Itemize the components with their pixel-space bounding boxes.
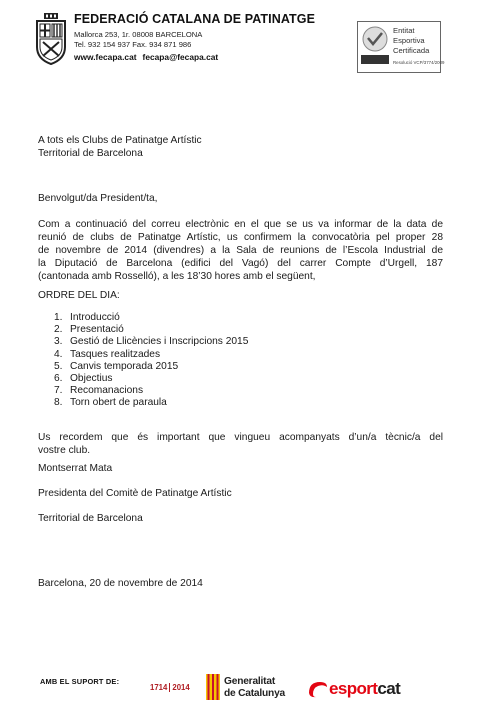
agenda-text: Introducció <box>70 312 120 323</box>
tricentenary-1714-logo <box>150 683 190 692</box>
fecapa-crest-logo <box>35 13 67 65</box>
agenda-item <box>38 312 248 324</box>
email-link[interactable]: fecapa@fecapa.cat <box>142 52 219 62</box>
place-and-date: Barcelona, 20 de novembre de 2014 <box>38 578 203 589</box>
federation-address: Mallorca 253, 1r. 08008 BARCELONA <box>74 30 203 39</box>
body-line: de novembre de 2014 (divendres) a la Sala de reunions de l’Escola Industrial de <box>38 245 443 256</box>
federation-contact <box>74 52 218 62</box>
body-line: reunió de clubs de Patinatge Artístic, us confirmem la convocatòria pel proper 28 <box>38 232 443 243</box>
federation-name: FEDERACIÓ CATALANA DE PATINATGE <box>74 12 316 26</box>
badge-resolution-code: Resolució VCP/3774/2009 <box>393 60 445 65</box>
agenda-text: Torn obert de paraula <box>70 397 167 409</box>
agenda-text: Gestió de Llicències i Inscripcions 2015 <box>70 336 249 348</box>
signer-territory: Territorial de Barcelona <box>38 513 143 524</box>
certified-entity-badge <box>357 21 445 73</box>
website-link[interactable]: www.fecapa.cat <box>74 52 137 62</box>
esportcat-logo-text <box>329 679 400 699</box>
agenda-item <box>38 349 248 361</box>
esport-word: esport <box>329 679 378 698</box>
greeting: Benvolgut/da President/ta, <box>38 193 158 204</box>
cat-word: cat <box>377 679 401 698</box>
certification-mark-icon <box>361 25 389 53</box>
logo-year-right: 2014 <box>172 683 190 692</box>
agenda-item <box>38 373 248 385</box>
agenda-number: 2. <box>54 324 63 336</box>
logo-year-left: 1714 <box>150 683 168 692</box>
agenda-text: Objectius <box>70 373 113 385</box>
support-label: AMB EL SUPORT DE: <box>40 677 120 686</box>
recipient-line-2: Territorial de Barcelona <box>38 148 143 159</box>
badge-line-1: Entitat <box>393 26 415 35</box>
certification-stripe <box>361 55 389 64</box>
body-line: Com a continuació del correu electrònic en el que se us va informar de la data de <box>38 219 443 230</box>
agenda-title: ORDRE DEL DIA: <box>38 290 120 301</box>
reminder-paragraph <box>38 431 443 457</box>
logo-divider <box>169 683 170 692</box>
generalitat-line-1: Generalitat <box>224 676 276 687</box>
badge-line-2: Esportiva <box>393 36 425 45</box>
agenda-item <box>38 361 248 373</box>
agenda-text: Canvis temporada 2015 <box>70 360 179 372</box>
agenda-item <box>38 397 248 409</box>
badge-line-3: Certificada <box>393 46 430 55</box>
agenda-text: Recomanacions <box>70 385 144 397</box>
agenda-number: 5. <box>54 360 63 372</box>
agenda-item <box>38 385 248 397</box>
agenda-text: Tasques realitzades <box>70 348 161 360</box>
agenda-item <box>38 324 248 336</box>
reminder-line: Us recordem que és important que vingueu acompanyats d’un/a tècnic/a del <box>38 432 443 443</box>
agenda-text: Presentació <box>70 324 124 336</box>
signer-role: Presidenta del Comitè de Patinatge Artístic <box>38 488 232 499</box>
generalitat-flag-icon <box>206 674 220 700</box>
agenda-number: 3. <box>54 336 63 348</box>
agenda-number: 8. <box>54 397 63 409</box>
body-line: (cantonada amb Rosselló), a les 18’30 hores amb el següent, <box>38 271 316 282</box>
reminder-line: vostre club. <box>38 445 91 456</box>
agenda-list <box>38 312 248 410</box>
generalitat-line-2: de Catalunya <box>224 688 286 699</box>
esportcat-swoosh-icon <box>307 679 329 699</box>
recipient-line-1: A tots els Clubs de Patinatge Artístic <box>38 135 202 146</box>
signer-name: Montserrat Mata <box>38 463 113 474</box>
federation-phone-fax: Tel. 932 154 937 Fax. 934 871 986 <box>74 40 192 49</box>
agenda-item <box>38 336 248 348</box>
agenda-number: 7. <box>54 385 63 397</box>
agenda-number: 1. <box>54 312 63 323</box>
agenda-number: 6. <box>54 373 63 385</box>
body-paragraph <box>38 218 443 283</box>
body-line: la Diputació de Barcelona (edifici del Vagó) del carrer Compte d’Urgell, 187 <box>38 258 443 269</box>
agenda-number: 4. <box>54 348 63 360</box>
